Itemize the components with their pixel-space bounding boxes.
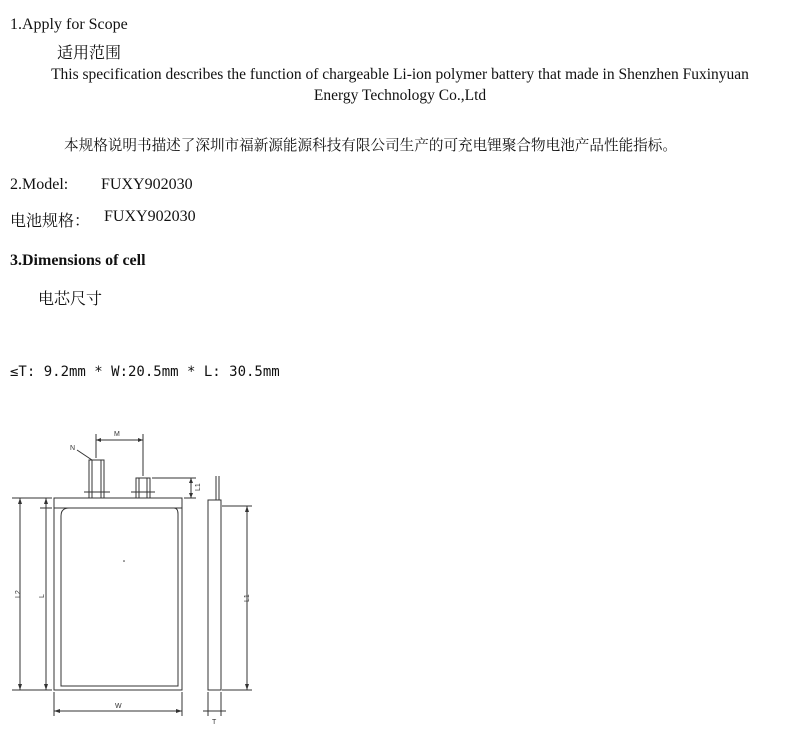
label-l1-tab: L1 [195, 483, 202, 491]
cell-body-inner [61, 508, 178, 686]
scope-description-line-1: This specification describes the function of chargeable Li-ion polymer battery that made in Shenzhen Fuxinyuan [51, 66, 749, 83]
label-l1-side: L1 [244, 594, 251, 602]
section-1-heading-zh: 适用范围 [57, 43, 122, 62]
label-m: M [114, 431, 120, 438]
tab-right [136, 478, 150, 498]
model-label-zh: 电池规格： [10, 211, 91, 230]
model-value: FUXY902030 [101, 176, 193, 193]
dimensions-heading-zh: 电芯尺寸 [38, 289, 103, 308]
label-l: L [39, 594, 46, 598]
label-n: N [70, 445, 76, 452]
label-l2: L2 [15, 590, 22, 598]
side-view-outline [208, 500, 221, 690]
battery-dimension-drawing [0, 420, 800, 746]
model-label: 2.Model: [10, 176, 69, 193]
scope-description-zh: 本规格说明书描述了深圳市福新源能源科技有限公司生产的可充电锂聚合物电池产品性能指标。 [64, 137, 677, 154]
label-w: W [115, 703, 122, 710]
section-1-heading: 1.Apply for Scope [10, 16, 128, 33]
cell-body-outline [54, 498, 182, 690]
label-t: T [212, 719, 217, 726]
model-value-zh: FUXY902030 [104, 208, 196, 225]
scope-description-line-2: Energy Technology Co.,Ltd [313, 87, 487, 104]
dimensions-heading: 3.Dimensions of cell [10, 252, 146, 269]
dimensions-value: ≤T: 9.2mm * W:20.5mm * L: 30.5mm [10, 364, 280, 380]
